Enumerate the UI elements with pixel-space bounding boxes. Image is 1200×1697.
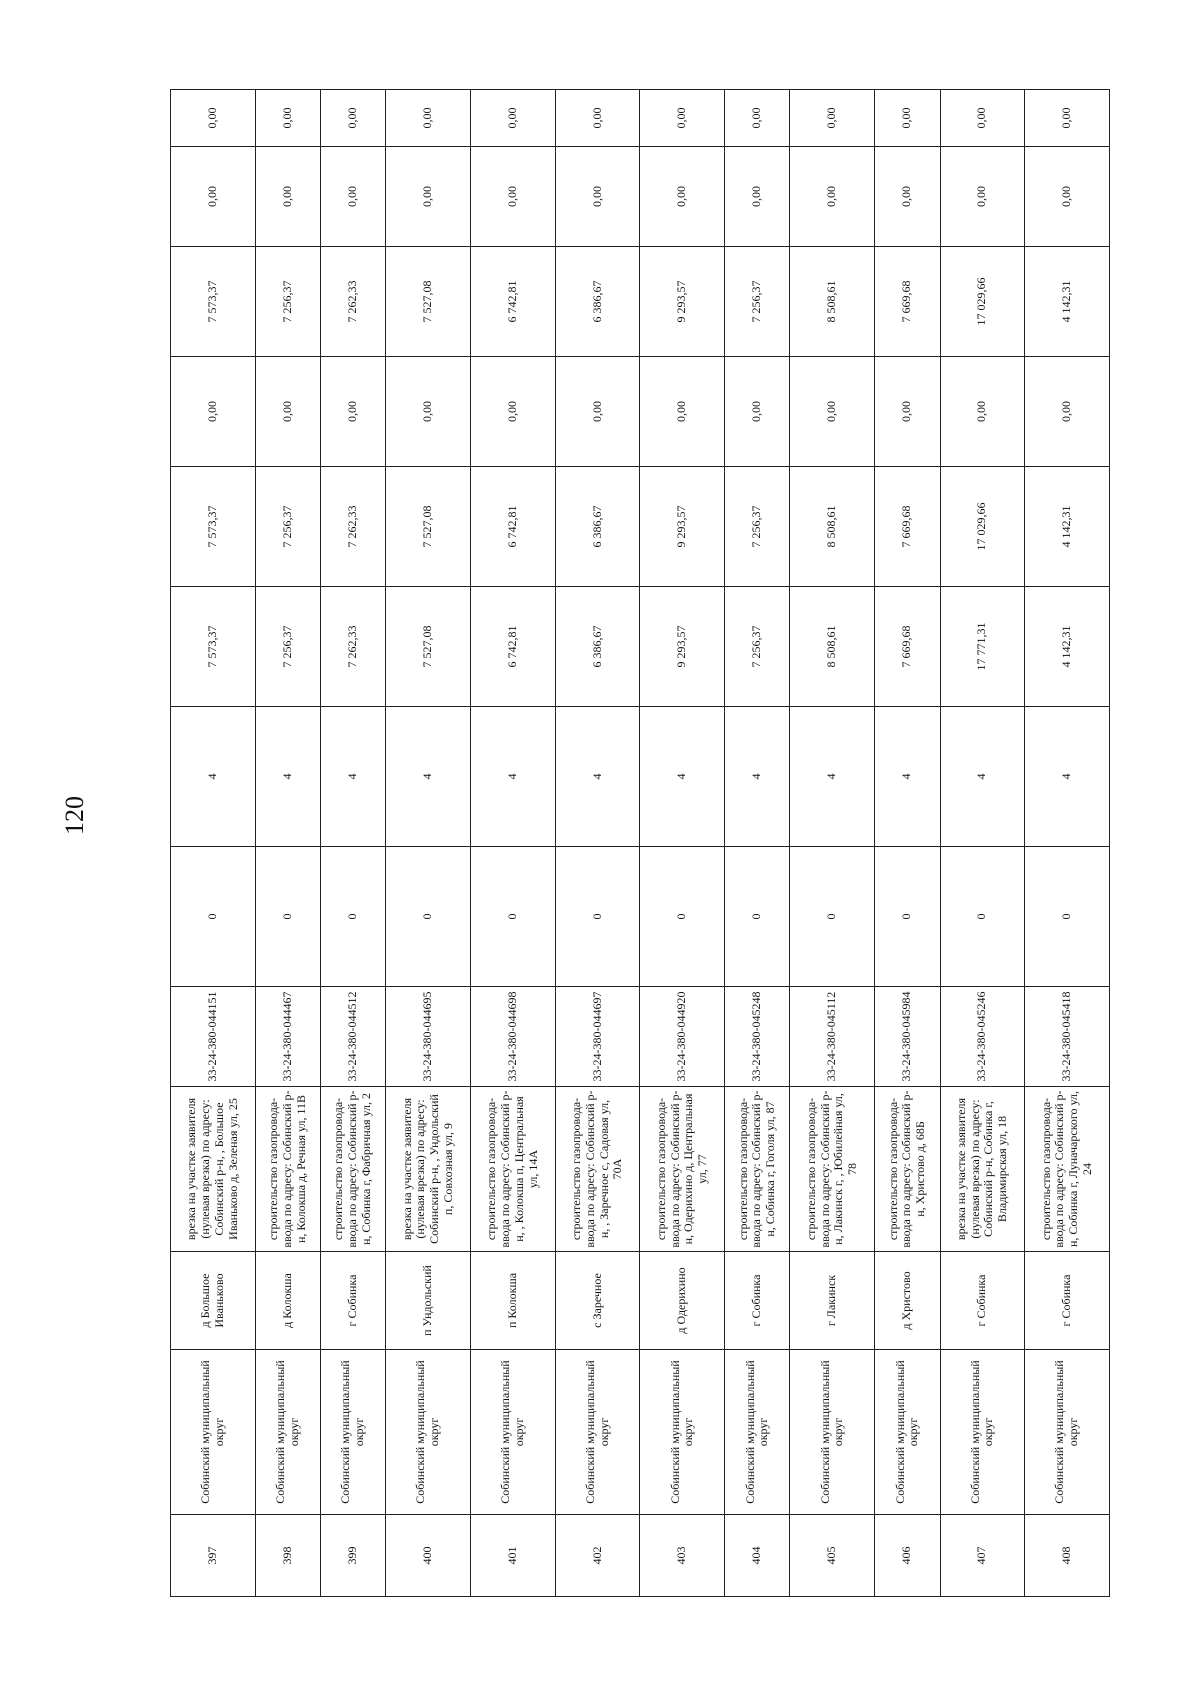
locality-cell: д Одерихино (640, 1252, 725, 1350)
description-cell: строительство газопровода-ввода по адресу: Собинский р-н, Собинка г, Гоголя ул, 87 (725, 1087, 790, 1252)
value-1-cell: 0 (255, 847, 320, 987)
value-7-cell: 0,00 (386, 147, 471, 247)
value-6-cell: 8 508,61 (790, 247, 875, 357)
value-4-cell: 9 293,57 (640, 467, 725, 587)
area-cell: Собинский муниципальный округ (171, 1350, 256, 1515)
value-3-cell: 7 527,08 (386, 587, 471, 707)
value-8-cell: 0,00 (725, 90, 790, 147)
value-6-cell: 4 142,31 (1025, 247, 1110, 357)
code-cell: 33-24-380-045112 (790, 987, 875, 1087)
table-row (640, 90, 725, 1597)
value-6-cell: 7 256,37 (725, 247, 790, 357)
value-5-cell: 0,00 (1025, 357, 1110, 467)
value-8-cell: 0,00 (471, 90, 556, 147)
area-cell: Собинский муниципальный округ (255, 1350, 320, 1515)
value-7-cell: 0,00 (1025, 147, 1110, 247)
value-2-cell: 4 (875, 707, 940, 847)
description-cell: строительство газопровода-ввода по адресу: Собинский р-н, Колокша д, Речная ул, 11В (255, 1087, 320, 1252)
code-cell: 33-24-380-045246 (940, 987, 1025, 1087)
value-4-cell: 7 573,37 (171, 467, 256, 587)
value-6-cell: 17 029,66 (940, 247, 1025, 357)
code-cell: 33-24-380-045418 (1025, 987, 1110, 1087)
value-4-cell: 7 669,68 (875, 467, 940, 587)
description-cell: врезка на участке заявителя (нулевая врезка) по адресу: Собинский р-н, , Ундольский п, Совхозная ул, 9 (386, 1087, 471, 1252)
value-7-cell: 0,00 (321, 147, 386, 247)
value-2-cell: 4 (640, 707, 725, 847)
value-7-cell: 0,00 (790, 147, 875, 247)
value-8-cell: 0,00 (171, 90, 256, 147)
table-body (171, 90, 1110, 1597)
locality-cell: г Собинка (1025, 1252, 1110, 1350)
value-7-cell: 0,00 (640, 147, 725, 247)
row-number: 402 (555, 1515, 640, 1597)
value-1-cell: 0 (940, 847, 1025, 987)
page-number: 120 (60, 796, 89, 835)
value-4-cell: 8 508,61 (790, 467, 875, 587)
value-1-cell: 0 (790, 847, 875, 987)
area-cell: Собинский муниципальный округ (875, 1350, 940, 1515)
code-cell: 33-24-380-045984 (875, 987, 940, 1087)
value-2-cell: 4 (171, 707, 256, 847)
value-5-cell: 0,00 (790, 357, 875, 467)
value-2-cell: 4 (725, 707, 790, 847)
value-5-cell: 0,00 (386, 357, 471, 467)
value-2-cell: 4 (1025, 707, 1110, 847)
table-row (555, 90, 640, 1597)
row-number: 403 (640, 1515, 725, 1597)
value-4-cell: 7 262,33 (321, 467, 386, 587)
value-8-cell: 0,00 (640, 90, 725, 147)
table-row (725, 90, 790, 1597)
row-number: 399 (321, 1515, 386, 1597)
value-2-cell: 4 (386, 707, 471, 847)
locality-cell: г Собинка (321, 1252, 386, 1350)
value-6-cell: 9 293,57 (640, 247, 725, 357)
value-6-cell: 7 527,08 (386, 247, 471, 357)
value-3-cell: 7 573,37 (171, 587, 256, 707)
value-3-cell: 7 256,37 (255, 587, 320, 707)
value-5-cell: 0,00 (171, 357, 256, 467)
value-7-cell: 0,00 (471, 147, 556, 247)
value-7-cell: 0,00 (555, 147, 640, 247)
value-3-cell: 6 742,81 (471, 587, 556, 707)
locality-cell: д Христово (875, 1252, 940, 1350)
description-cell: строительство газопровода-ввода по адресу: Собинский р-н, Собинка г, Фабричная ул, 2 (321, 1087, 386, 1252)
value-5-cell: 0,00 (321, 357, 386, 467)
value-1-cell: 0 (640, 847, 725, 987)
value-2-cell: 4 (255, 707, 320, 847)
value-5-cell: 0,00 (940, 357, 1025, 467)
value-8-cell: 0,00 (555, 90, 640, 147)
value-1-cell: 0 (875, 847, 940, 987)
value-6-cell: 7 573,37 (171, 247, 256, 357)
table-row (386, 90, 471, 1597)
area-cell: Собинский муниципальный округ (725, 1350, 790, 1515)
table-container (170, 90, 1110, 1597)
row-number: 405 (790, 1515, 875, 1597)
value-1-cell: 0 (386, 847, 471, 987)
description-cell: строительство газопровода-ввода по адресу: Собинский р-н, Собинка г, Луначарского ул, 24 (1025, 1087, 1110, 1252)
locality-cell: с Заречное (555, 1252, 640, 1350)
area-cell: Собинский муниципальный округ (790, 1350, 875, 1515)
value-3-cell: 6 386,67 (555, 587, 640, 707)
value-8-cell: 0,00 (875, 90, 940, 147)
area-cell: Собинский муниципальный округ (471, 1350, 556, 1515)
area-cell: Собинский муниципальный округ (386, 1350, 471, 1515)
value-6-cell: 7 669,68 (875, 247, 940, 357)
table-row (171, 90, 256, 1597)
table-row (255, 90, 320, 1597)
row-number: 406 (875, 1515, 940, 1597)
value-7-cell: 0,00 (875, 147, 940, 247)
value-5-cell: 0,00 (471, 357, 556, 467)
value-8-cell: 0,00 (386, 90, 471, 147)
value-5-cell: 0,00 (555, 357, 640, 467)
value-8-cell: 0,00 (1025, 90, 1110, 147)
value-3-cell: 9 293,57 (640, 587, 725, 707)
value-1-cell: 0 (471, 847, 556, 987)
value-4-cell: 7 256,37 (255, 467, 320, 587)
value-3-cell: 7 256,37 (725, 587, 790, 707)
value-1-cell: 0 (555, 847, 640, 987)
value-2-cell: 4 (940, 707, 1025, 847)
value-3-cell: 4 142,31 (1025, 587, 1110, 707)
locality-cell: п Колокша (471, 1252, 556, 1350)
row-number: 404 (725, 1515, 790, 1597)
value-1-cell: 0 (725, 847, 790, 987)
value-7-cell: 0,00 (725, 147, 790, 247)
value-4-cell: 6 386,67 (555, 467, 640, 587)
locality-cell: г Собинка (940, 1252, 1025, 1350)
code-cell: 33-24-380-044151 (171, 987, 256, 1087)
description-cell: строительство газопровода-ввода по адресу: Собинский р-н, Одерихино д, Центральная ул, 77 (640, 1087, 725, 1252)
area-cell: Собинский муниципальный округ (555, 1350, 640, 1515)
area-cell: Собинский муниципальный округ (940, 1350, 1025, 1515)
value-1-cell: 0 (321, 847, 386, 987)
locality-cell: г Лакинск (790, 1252, 875, 1350)
description-cell: строительство газопровода-ввода по адресу: Собинский р-н, Христово д, 68Б (875, 1087, 940, 1252)
code-cell: 33-24-380-044512 (321, 987, 386, 1087)
value-4-cell: 4 142,31 (1025, 467, 1110, 587)
description-cell: строительство газопровода-ввода по адресу: Собинский р-н, , Колокша п, Центральная ул, 14А (471, 1087, 556, 1252)
code-cell: 33-24-380-045248 (725, 987, 790, 1087)
locality-cell: д Колокша (255, 1252, 320, 1350)
value-5-cell: 0,00 (725, 357, 790, 467)
table-row (790, 90, 875, 1597)
code-cell: 33-24-380-044920 (640, 987, 725, 1087)
locality-cell: г Собинка (725, 1252, 790, 1350)
row-number: 401 (471, 1515, 556, 1597)
value-8-cell: 0,00 (940, 90, 1025, 147)
value-8-cell: 0,00 (790, 90, 875, 147)
value-7-cell: 0,00 (255, 147, 320, 247)
value-6-cell: 7 262,33 (321, 247, 386, 357)
value-7-cell: 0,00 (940, 147, 1025, 247)
value-4-cell: 17 029,66 (940, 467, 1025, 587)
code-cell: 33-24-380-044467 (255, 987, 320, 1087)
data-table (170, 89, 1110, 1597)
value-1-cell: 0 (1025, 847, 1110, 987)
value-8-cell: 0,00 (255, 90, 320, 147)
value-5-cell: 0,00 (255, 357, 320, 467)
description-cell: врезка на участке заявителя (нулевая врезка) по адресу: Собинский р-н, Собинка г, Владимирская ул, 18 (940, 1087, 1025, 1252)
value-2-cell: 4 (555, 707, 640, 847)
value-4-cell: 7 527,08 (386, 467, 471, 587)
code-cell: 33-24-380-044698 (471, 987, 556, 1087)
value-6-cell: 6 386,67 (555, 247, 640, 357)
row-number: 408 (1025, 1515, 1110, 1597)
description-cell: строительство газопровода-ввода по адресу: Собинский р-н, , Заречное с, Садовая ул, 70А (555, 1087, 640, 1252)
value-4-cell: 6 742,81 (471, 467, 556, 587)
table-row (940, 90, 1025, 1597)
value-3-cell: 7 669,68 (875, 587, 940, 707)
value-3-cell: 17 771,31 (940, 587, 1025, 707)
value-4-cell: 7 256,37 (725, 467, 790, 587)
area-cell: Собинский муниципальный округ (321, 1350, 386, 1515)
table-row (321, 90, 386, 1597)
area-cell: Собинский муниципальный округ (640, 1350, 725, 1515)
value-5-cell: 0,00 (875, 357, 940, 467)
row-number: 397 (171, 1515, 256, 1597)
table-row (471, 90, 556, 1597)
value-3-cell: 8 508,61 (790, 587, 875, 707)
value-7-cell: 0,00 (171, 147, 256, 247)
value-8-cell: 0,00 (321, 90, 386, 147)
value-2-cell: 4 (790, 707, 875, 847)
code-cell: 33-24-380-044697 (555, 987, 640, 1087)
description-cell: строительство газопровода-ввода по адресу: Собинский р-н, Лакинск г, , Юбилейная ул, 78 (790, 1087, 875, 1252)
row-number: 407 (940, 1515, 1025, 1597)
value-2-cell: 4 (321, 707, 386, 847)
value-5-cell: 0,00 (640, 357, 725, 467)
row-number: 400 (386, 1515, 471, 1597)
locality-cell: п Ундольский (386, 1252, 471, 1350)
value-6-cell: 7 256,37 (255, 247, 320, 357)
value-1-cell: 0 (171, 847, 256, 987)
locality-cell: д Большое Иваньково (171, 1252, 256, 1350)
table-row (1025, 90, 1110, 1597)
table-row (875, 90, 940, 1597)
value-2-cell: 4 (471, 707, 556, 847)
description-cell: врезка на участке заявителя (нулевая врезка) по адресу: Собинский р-н, , Большое Иваньково д, Зеленая ул, 25 (171, 1087, 256, 1252)
code-cell: 33-24-380-044695 (386, 987, 471, 1087)
row-number: 398 (255, 1515, 320, 1597)
value-3-cell: 7 262,33 (321, 587, 386, 707)
area-cell: Собинский муниципальный округ (1025, 1350, 1110, 1515)
value-6-cell: 6 742,81 (471, 247, 556, 357)
